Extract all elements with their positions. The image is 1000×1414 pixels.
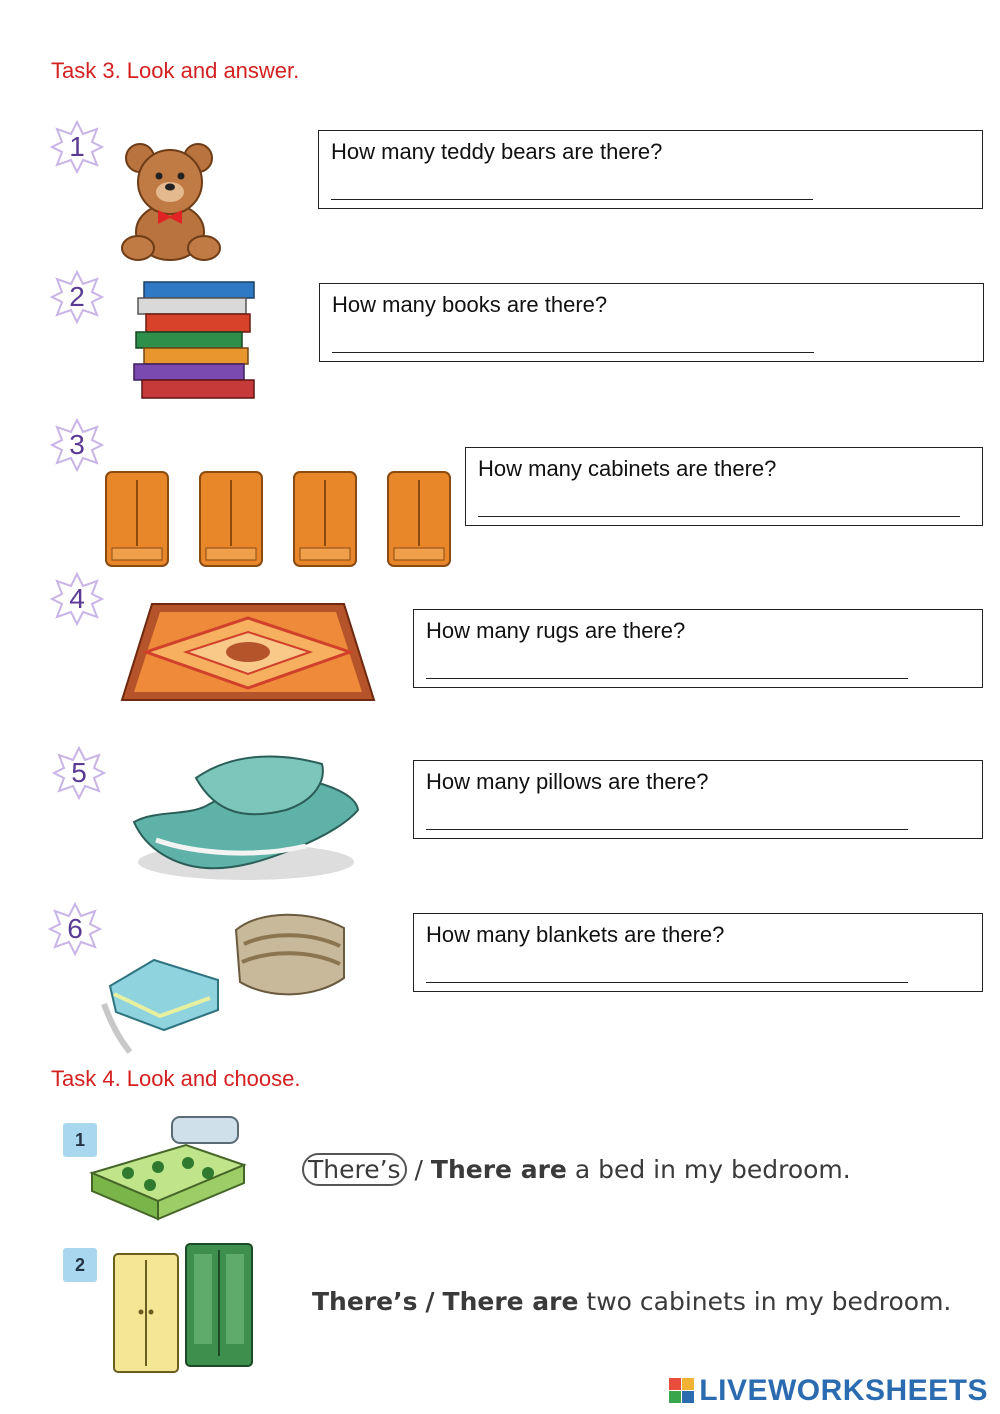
cabinet-icon bbox=[388, 472, 450, 566]
answer-line bbox=[426, 982, 908, 983]
yellow-cabinet-icon bbox=[114, 1254, 178, 1372]
task4-title: Task 4. Look and choose. bbox=[51, 1066, 301, 1091]
sentence-rest: two cabinets in my bedroom. bbox=[586, 1287, 952, 1316]
answer-line bbox=[478, 516, 960, 517]
cabinets-pair-icon bbox=[110, 1240, 258, 1378]
item-number-badge: 5 bbox=[52, 746, 106, 800]
sentence-rest: a bed in my bedroom. bbox=[574, 1155, 851, 1184]
brand-name: LIVEWORKSHEETS bbox=[699, 1374, 988, 1407]
task3-title: Task 3. Look and answer. bbox=[51, 58, 300, 83]
blanket-icon bbox=[104, 960, 218, 1052]
option-theres[interactable]: There’s bbox=[312, 1287, 418, 1316]
task4-sentence-1 bbox=[302, 1155, 851, 1184]
option-there-are[interactable]: There are bbox=[442, 1287, 579, 1316]
rug-icon bbox=[120, 602, 376, 704]
option-separator: / bbox=[414, 1155, 423, 1184]
teddy-bear-icon bbox=[118, 140, 223, 262]
question-box bbox=[413, 913, 983, 992]
cabinet-icon bbox=[294, 472, 356, 566]
answer-line bbox=[426, 678, 908, 679]
answer-line bbox=[332, 352, 814, 353]
question-box bbox=[319, 283, 984, 362]
task4-number-badge: 1 bbox=[63, 1123, 97, 1157]
bed-icon bbox=[88, 1115, 248, 1223]
task4-number-badge: 2 bbox=[63, 1248, 97, 1282]
blankets-group bbox=[100, 908, 350, 1056]
item-number-badge: 4 bbox=[50, 572, 104, 626]
question-text: How many pillows are there? bbox=[426, 769, 709, 794]
question-box bbox=[318, 130, 983, 209]
option-theres[interactable]: There’s bbox=[302, 1153, 407, 1186]
question-text: How many cabinets are there? bbox=[478, 456, 777, 481]
item-number-badge: 3 bbox=[50, 418, 104, 472]
liveworksheets-logo-icon bbox=[669, 1378, 695, 1404]
blanket-icon bbox=[236, 915, 344, 995]
task4-sentence-2 bbox=[312, 1287, 951, 1316]
item-number-badge: 1 bbox=[50, 120, 104, 174]
green-cabinet-icon bbox=[186, 1244, 252, 1366]
books-stack-icon bbox=[130, 278, 260, 403]
option-there-are[interactable]: There are bbox=[430, 1155, 567, 1184]
question-text: How many books are there? bbox=[332, 292, 608, 317]
liveworksheets-logo bbox=[669, 1374, 988, 1408]
question-text: How many blankets are there? bbox=[426, 922, 725, 947]
pillow-icon bbox=[126, 750, 364, 886]
question-box bbox=[413, 760, 983, 839]
question-box bbox=[413, 609, 983, 688]
answer-line bbox=[331, 199, 813, 200]
question-text: How many rugs are there? bbox=[426, 618, 686, 643]
item-number-badge: 2 bbox=[50, 270, 104, 324]
cabinet-icon bbox=[200, 472, 262, 566]
option-separator: / bbox=[425, 1287, 435, 1316]
question-box bbox=[465, 447, 983, 526]
answer-line bbox=[426, 829, 908, 830]
cabinet-icon bbox=[106, 472, 168, 566]
item-number-badge: 6 bbox=[48, 902, 102, 956]
question-text: How many teddy bears are there? bbox=[331, 139, 663, 164]
cabinets-group bbox=[104, 470, 452, 572]
